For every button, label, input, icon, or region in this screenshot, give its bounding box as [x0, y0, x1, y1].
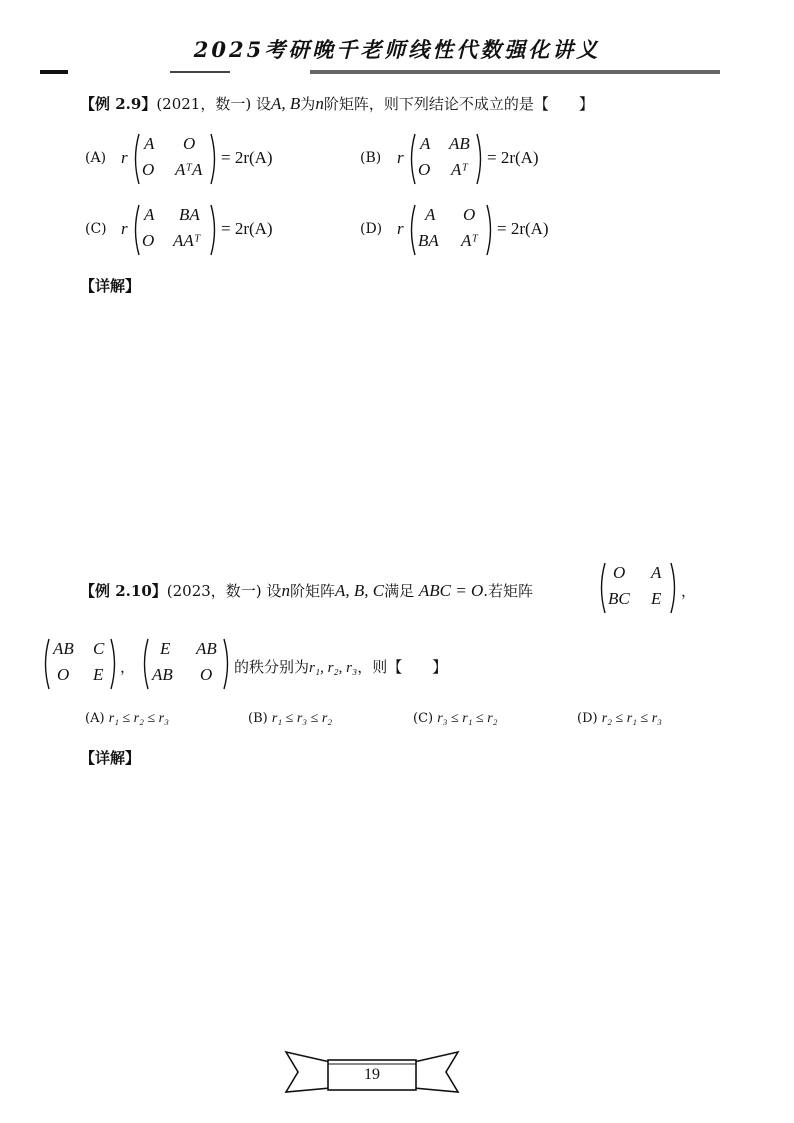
question-var-n: n [281, 581, 290, 600]
matrix-cell: Aᵀ [461, 231, 478, 250]
option-d-matrix [407, 203, 495, 257]
rank-r: r [397, 148, 404, 167]
matrix-cell: BA [418, 231, 439, 250]
matrix-cell: E [93, 665, 104, 684]
option-a [85, 711, 169, 727]
question-text: 的秩分别为 [234, 658, 310, 676]
option-d [577, 711, 662, 727]
matrix-cell: A [651, 563, 662, 582]
option-a-label: (A) [85, 711, 105, 726]
matrix-cell: O [183, 134, 196, 153]
option-c-text: r₃ ≤ r₁ ≤ r₂ [437, 711, 498, 726]
rank-r: r [397, 219, 404, 238]
option-c-label: (C) [85, 221, 107, 237]
matrix-cell: BA [179, 205, 200, 224]
page-header-title: 2025考研晚千老师线性代数强化讲义 [193, 37, 601, 62]
question-text: 阶矩阵 [289, 582, 335, 600]
matrix-cell: AB [449, 134, 470, 153]
matrix-cell: O [142, 160, 155, 179]
matrix-cell: AᵀA [175, 160, 203, 179]
option-c-rhs: = 2r(A) [221, 219, 273, 238]
option-a-label: (A) [85, 150, 107, 166]
option-b-text: r₁ ≤ r₃ ≤ r₂ [271, 711, 333, 726]
matrix-cell: O [57, 665, 70, 684]
matrix-1 [597, 561, 679, 615]
matrix-cell: O [463, 205, 476, 224]
rank-statement [234, 656, 447, 677]
matrix-2 [41, 637, 119, 691]
question-vars: A, B, C [334, 581, 385, 600]
question-text: 满足 [384, 582, 415, 600]
option-b-matrix [407, 132, 485, 186]
option-a-text: r₁ ≤ r₂ ≤ r₃ [108, 711, 170, 726]
matrix-cell: E [651, 589, 662, 608]
option-d-text: r₂ ≤ r₁ ≤ r₃ [601, 711, 663, 726]
comma: ， [120, 658, 136, 676]
matrix-cell: C [93, 639, 105, 658]
option-b-label: (B) [360, 150, 382, 166]
option-c-label: (C) [413, 711, 434, 726]
matrix-cell: AB [53, 639, 74, 658]
matrix-cell: O [142, 231, 155, 250]
matrix-cell: O [418, 160, 431, 179]
option-d-rhs: = 2r(A) [497, 219, 549, 238]
option-b-label: (B) [248, 711, 268, 726]
option-b-rhs: = 2r(A) [487, 148, 539, 167]
question-var-n: n [315, 94, 324, 113]
rank-r: r [121, 148, 128, 167]
matrix-3 [140, 637, 232, 691]
answer-label: 【详解】 [80, 277, 141, 295]
matrix-cell: E [160, 639, 171, 658]
question-text: .若矩阵 [483, 582, 534, 600]
matrix-cell: AB [152, 665, 173, 684]
example-tag: 【例 2.9】 [80, 95, 157, 113]
question-text: 阶矩阵，则下列结论不成立的是【 】 [323, 95, 594, 113]
answer-label: 【详解】 [80, 749, 141, 767]
matrix-cell: O [613, 563, 626, 582]
matrix-cell: AB [196, 639, 217, 658]
header-rule [40, 68, 720, 76]
option-d-label: (D) [360, 221, 383, 237]
question-text: 设 [256, 95, 272, 113]
example-source: (2023，数一) [166, 582, 262, 600]
matrix-cell: AAᵀ [173, 231, 201, 250]
rank-r: r [121, 219, 128, 238]
option-b [248, 711, 332, 727]
option-a-matrix [131, 132, 219, 186]
option-c-matrix [131, 203, 219, 257]
question-text: 设 [266, 582, 282, 600]
question-text: ，则【 】 [357, 658, 448, 676]
example-2-10-question [80, 580, 533, 601]
rank-vars: r₁, r₂, r₃ [309, 660, 358, 676]
option-c [413, 711, 498, 727]
matrix-cell: O [200, 665, 213, 684]
option-d-label: (D) [577, 711, 598, 726]
question-equation: ABC = O [418, 581, 484, 600]
matrix-cell: Aᵀ [451, 160, 468, 179]
matrix-cell: A [144, 205, 155, 224]
question-vars: A, B [271, 94, 301, 113]
matrix-cell: A [144, 134, 155, 153]
matrix-cell: BC [608, 589, 630, 608]
page-number: 19 [364, 1066, 380, 1083]
matrix-cell: A [420, 134, 431, 153]
example-source: (2021，数一) [156, 95, 252, 113]
comma: ， [681, 582, 697, 600]
question-text: 为 [300, 95, 316, 113]
example-tag: 【例 2.10】 [80, 582, 167, 600]
matrix-cell: A [425, 205, 436, 224]
example-2-9-question [80, 93, 594, 114]
option-a-rhs: = 2r(A) [221, 148, 273, 167]
